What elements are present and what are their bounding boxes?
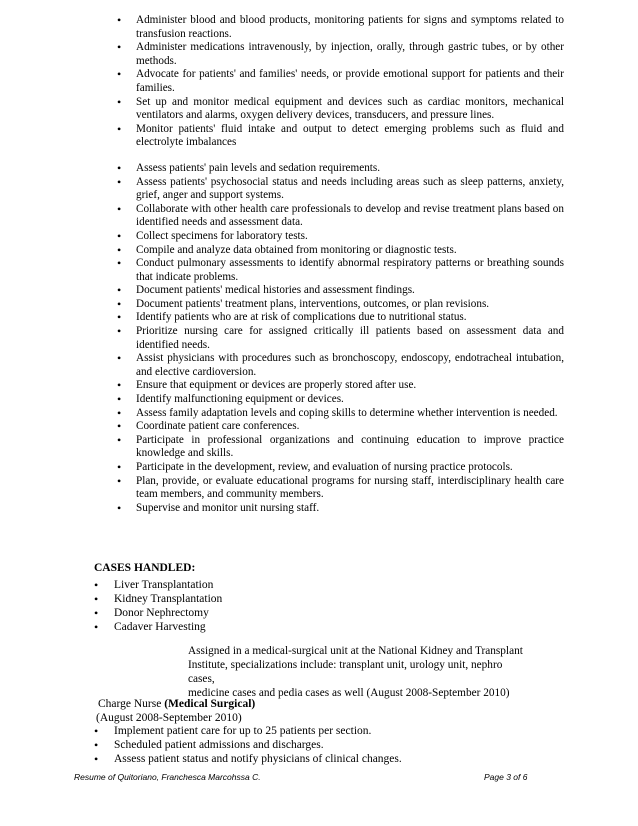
list-item: • Monitor patients' fluid intake and output to detect emerging problems such as fluid and electrolyte imbalances xyxy=(114,123,564,150)
list-item: • Assess family adaptation levels and coping skills to determine whether intervention is needed. xyxy=(114,407,564,421)
list-item: • Plan, provide, or evaluate educational programs for nursing staff, interdisciplinary health care team members, and community members. xyxy=(114,475,564,502)
list-item: • Administer medications intravenously, by injection, orally, through gastric tubes, or by other methods. xyxy=(114,41,564,68)
assignment-paragraph xyxy=(188,644,528,700)
list-item: • Ensure that equipment or devices are properly stored after use. xyxy=(114,379,564,393)
list-item: • Coordinate patient care conferences. xyxy=(114,420,564,434)
list-item: • Set up and monitor medical equipment and devices such as cardiac monitors, mechanical ventilators and alarms, oxygen delivery devices, transducers, and pressure lines. xyxy=(114,96,564,123)
list-item: • Compile and analyze data obtained from monitoring or diagnostic tests. xyxy=(114,244,564,258)
job-title-unit: (Medical Surgical) xyxy=(164,698,256,710)
list-item: • Cadaver Harvesting xyxy=(90,620,390,634)
job-title-text: Charge Nurse xyxy=(98,698,165,710)
list-item: • Assess patients' pain levels and sedation requirements. xyxy=(114,162,564,176)
list-item: • Implement patient care for up to 25 patients per section. xyxy=(90,725,490,739)
footer-page-number: Page 3 of 6 xyxy=(484,772,528,782)
list-item: • Conduct pulmonary assessments to identify abnormal respiratory patterns or breathing sounds that indicate problems. xyxy=(114,257,564,284)
list-item: • Identify malfunctioning equipment or devices. xyxy=(114,393,564,407)
list-item: • Kidney Transplantation xyxy=(90,592,390,606)
list-item: • Assist physicians with procedures such as bronchoscopy, endoscopy, endotracheal intubation, and elective cardioversion. xyxy=(114,352,564,379)
duties-list xyxy=(114,14,564,515)
list-item: • Participate in professional organizations and continuing education to improve practice knowledge and skills. xyxy=(114,434,564,461)
job-title xyxy=(98,697,255,711)
list-item: • Collaborate with other health care professionals to develop and revise treatment plans based on identified needs and assessment data. xyxy=(114,203,564,230)
footer-author: Resume of Quitoriano, Franchesca Marcohssa C. xyxy=(74,772,261,782)
list-item: • Advocate for patients' and families' needs, or provide emotional support for patients and their families. xyxy=(114,68,564,95)
list-item: • Scheduled patient admissions and discharges. xyxy=(90,739,490,753)
list-item: • Participate in the development, review, and evaluation of nursing practice protocols. xyxy=(114,461,564,475)
list-item: • Assess patient status and notify physicians of clinical changes. xyxy=(90,753,490,767)
charge-duties-list xyxy=(90,725,490,766)
cases-list xyxy=(90,578,390,634)
assignment-line: Institute, specializations include: transplant unit, urology unit, nephro cases, xyxy=(188,659,503,685)
list-item: • Identify patients who are at risk of complications due to nutritional status. xyxy=(114,311,564,325)
list-item: • Donor Nephrectomy xyxy=(90,606,390,620)
list-item: • Supervise and monitor unit nursing staff. xyxy=(114,502,564,516)
list-item: • Prioritize nursing care for assigned critically ill patients based on assessment data and identified needs. xyxy=(114,325,564,352)
list-item: • Assess patients' psychosocial status and needs including areas such as sleep patterns, anxiety, grief, anger and support systems. xyxy=(114,176,564,203)
list-item: • Document patients' treatment plans, interventions, outcomes, or plan revisions. xyxy=(114,298,564,312)
list-item: • Liver Transplantation xyxy=(90,578,390,592)
list-item: • Document patients' medical histories and assessment findings. xyxy=(114,284,564,298)
assignment-line: medicine cases and pedia cases as well (August 2008-September 2010) xyxy=(188,687,510,699)
list-item: • Collect specimens for laboratory tests. xyxy=(114,230,564,244)
job-dates: (August 2008-September 2010) xyxy=(96,712,242,724)
cases-heading: CASES HANDLED: xyxy=(94,562,196,574)
list-item: • Administer blood and blood products, monitoring patients for signs and symptoms related to transfusion reactions. xyxy=(114,14,564,41)
assignment-line: Assigned in a medical-surgical unit at the National Kidney and Transplant xyxy=(188,645,523,657)
